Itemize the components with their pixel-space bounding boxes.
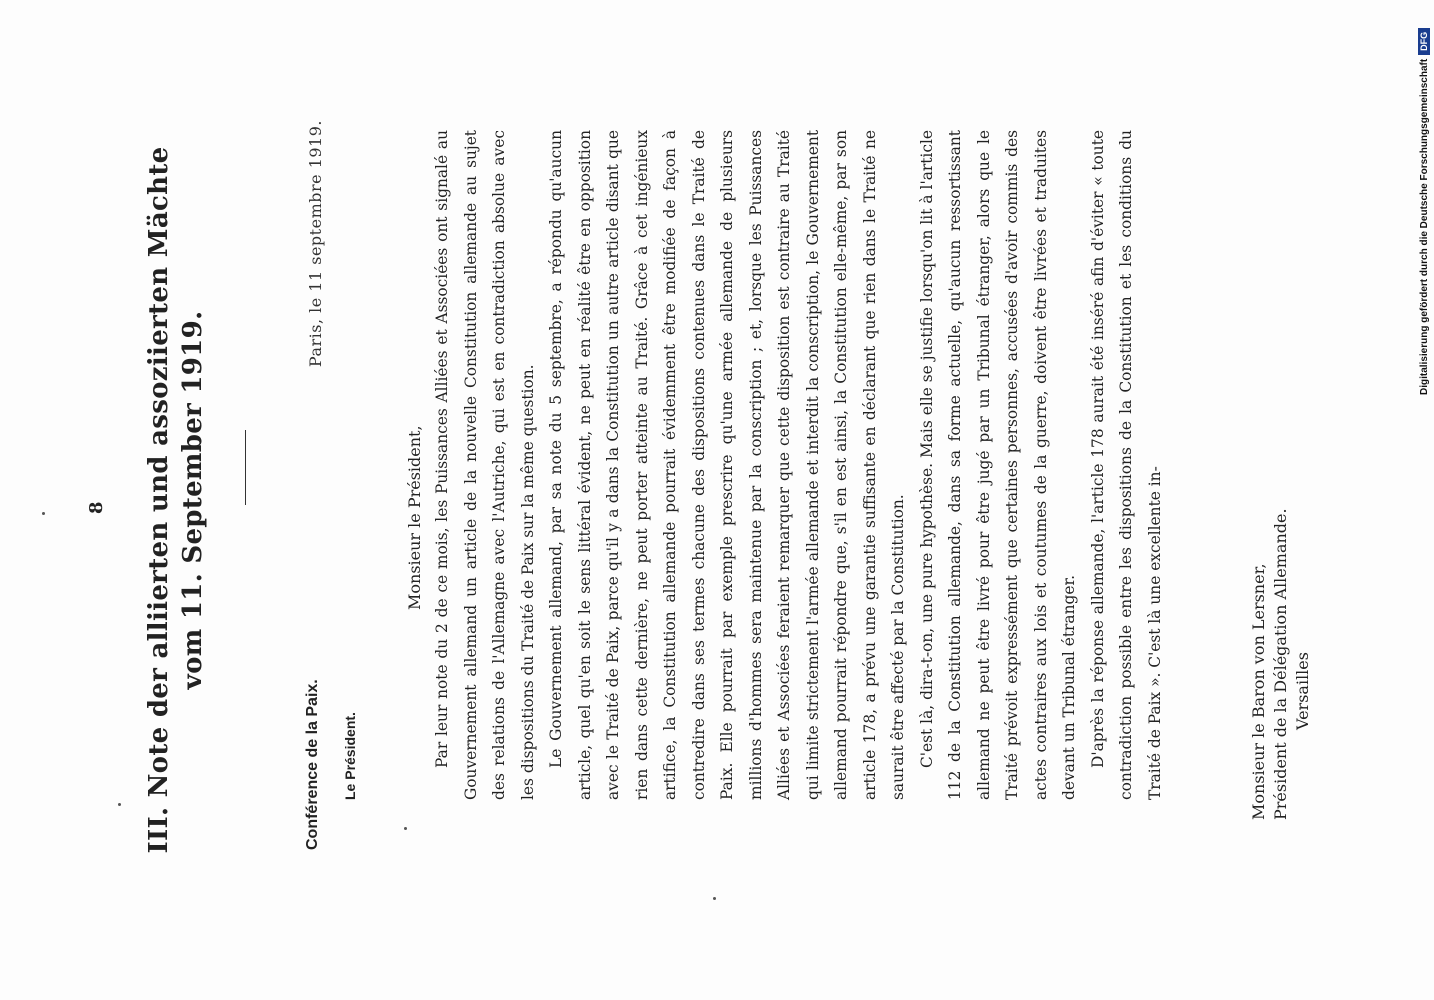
address-line: Président de la Délégation Allemande. [1271,508,1290,820]
page-number: 8 [86,501,107,514]
recipient-address [1248,508,1314,820]
scan-speck [42,512,45,515]
paragraph: Le Gouvernement allemand, par sa note du 5 septembre, a répondu qu'aucun article, quel qu'en soit le sens littéral évident, ne peut en réalité être en opposition avec le Traité de Paix, parce qu'il y a dans la Constitution un autre article disant que rien dans cette dernière, ne peut porter atteinte au Traité. Grâce à cet ingénieux artifice, la Constitution allemande pourrait évidemment être modifiée de façon à contredire dans ses termes chacune des dispositions contenues dans le Traité de Paix. Elle pourrait par exemple prescrire qu'une armée allemande de plusieurs millions d'hommes sera maintenue par la conscription ; et, lorsque les Puissances Alliées et Associées feraient remarquer que cette disposition est contraire au Traité qui limite strictement l'armée allemande et interdit la conscription, le Gouvernement allemand pourrait répondre que, s'il en est ainsi, la Constitution elle-même, par son article 178, a prévu une garantie suffisante en déclarant que rien dans le Traité ne saurait être affecté par la Constitution. [547,130,907,800]
dateline: Paris, le 11 septembre 1919. [306,120,325,368]
scan-speck [404,827,407,830]
title-rule [245,430,246,505]
paragraph: C'est là, dira-t-on, une pure hypothèse. Mais elle se justifie lorsqu'on lit à l'article 112 de la Constitution allemande, dans sa forme actuelle, qu'aucun ressortissant allemand ne peut être livré pour être jugé par un Tribunal étranger, alors que le Traité prévoit expressément que certaines personnes, accusées d'avoir commis des actes contraires aux lois et coutumes de la guerre, doivent être livrées et traduites devant un Tribunal étranger. [917,130,1078,800]
scan-speck [118,803,121,806]
title-line-2: vom 11. September 1919. [178,310,208,690]
paragraph: Par leur note du 2 de ce mois, les Puissances Alliées et Associées ont signalé au Gouvernement allemand un article de la nouvelle Constitution allemande au sujet des relations de l'Allemagne avec l'Autriche, qui est en contradiction absolue avec les dispositions du Traité de Paix sur la même question. [433,130,537,800]
paragraph: D'après la réponse allemande, l'article 178 aurait été inséré afin d'éviter « toute contradiction possible entre les dispositions de la Constitution et les conditions du Traité de Paix ». C'est là une excellente in- [1088,130,1164,800]
letterhead-org: Conférence de la Paix. [304,679,321,850]
scan-speck [713,897,716,900]
digitization-text: Digitalisierung gefördert durch die Deutsche Forschungsgemeinschaft [1418,58,1430,395]
salutation: Monsieur le Président, [405,425,424,610]
document-title [142,110,210,890]
address-line: Monsieur le Baron von Lersner, [1249,563,1268,820]
letterhead-role: Le Président. [342,712,358,800]
address-line: Versailles [1293,652,1312,730]
dfg-logo: DFG [1418,28,1430,55]
digitization-note [1418,5,1430,395]
title-line-1: III. Note der alliierten und assoziierten Mächte [144,146,174,854]
letter-body [428,130,1169,800]
